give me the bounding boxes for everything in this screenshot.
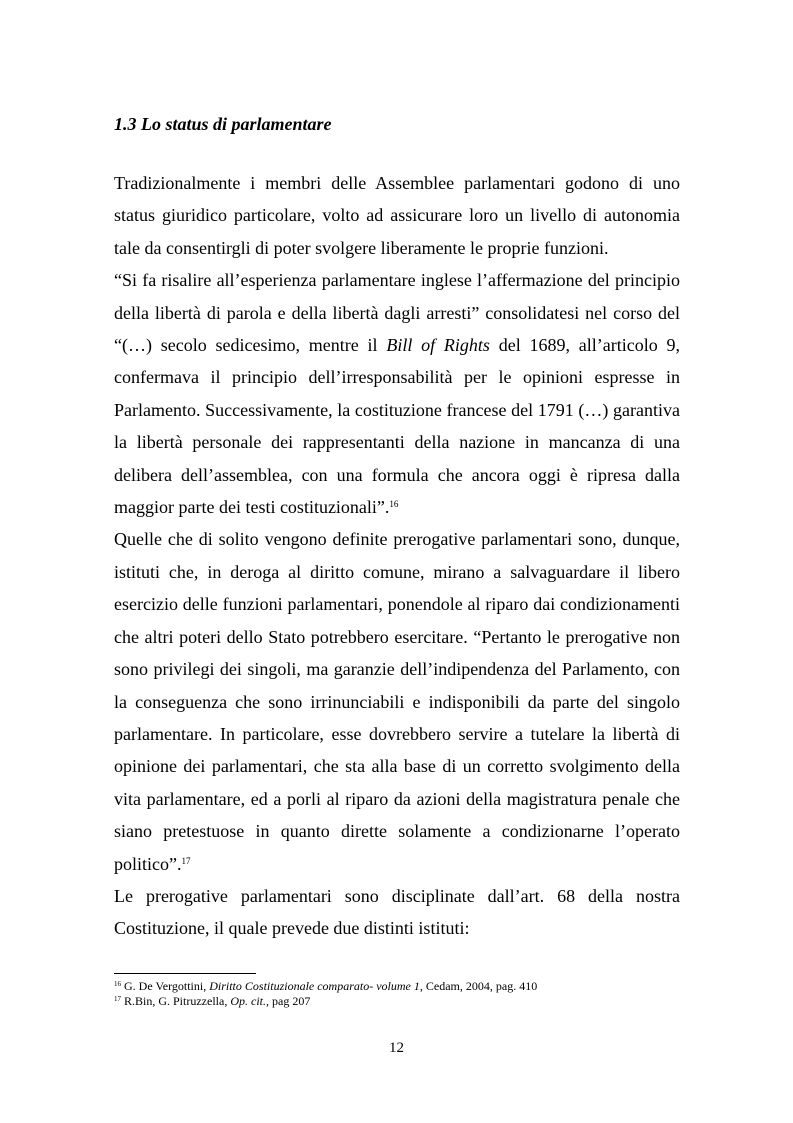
footnote-16-title: Diritto Costituzionale comparato- volume 1	[209, 979, 420, 993]
footnote-ref-17[interactable]: 17	[181, 855, 191, 866]
page-number: 12	[389, 1040, 404, 1056]
section-heading: 1.3 Lo status di parlamentare	[114, 114, 332, 134]
footnote-16-details: , Cedam, 2004, pag. 410	[419, 979, 538, 993]
footnote-17-number: 17	[114, 995, 121, 1003]
paragraph-3	[114, 523, 680, 879]
footnote-17-details: , pag 207	[266, 994, 311, 1008]
bill-of-rights-title: Bill of Rights	[386, 335, 490, 356]
paragraph-3-text: Quelle che di solito vengono definite prerogative parlamentari sono, dunque, istituti che, in deroga al diritto comune, mirano a salvaguardare il libero esercizio delle funzioni parlamentari, ponendole al riparo dai condizionamenti che altri poteri dello Stato potrebbero esercitare. “Pertanto le prerogative non sono privilegi dei singoli, ma garanzie dell’indipendenza del Parlamento, con la conseguenza che sono irrinunciabili e indisponibili da parte del singolo parlamentare. In particolare, esse dovrebbero servire a tutelare la libertà di opinione dei parlamentari, che sta alla base di un corretto svolgimento della vita parlamentare, ed a porli al riparo da azioni della magistratura penale che siano pretestuose in quanto dirette solamente a condizionarne l’operato politico”.	[114, 529, 680, 874]
footnote-ref-16[interactable]: 16	[389, 499, 399, 510]
footnote-separator	[114, 973, 256, 974]
paragraph-2-part-b: del 1689, all’articolo 9, confermava il principio dell’irresponsabilità per le opinioni espresse in Parlamento. Successivamente, la costituzione francese del 1791 (…) garantiva la libertà personale dei rappresentanti della nazione in mancanza di una delibera dell’assemblea, con una formula che ancora oggi è ripresa dalla maggior parte dei testi costituzionali”.	[114, 335, 681, 518]
footnote-16-number: 16	[114, 980, 121, 988]
footnote-17-author: R.Bin, G. Pitruzzella,	[121, 994, 231, 1008]
footnote-16-author: G. De Vergottini,	[121, 979, 210, 993]
paragraph-1: Tradizionalmente i membri delle Assemblee parlamentari godono di uno status giuridico particolare, volto ad assicurare loro un livello di autonomia tale da consentirgli di poter svolgere liberamente le proprie funzioni.	[114, 173, 680, 258]
paragraph-4: Le prerogative parlamentari sono disciplinate dall’art. 68 della nostra Costituzione, il quale prevede due distinti istituti:	[114, 885, 680, 939]
body-text	[114, 167, 680, 945]
footnote-16	[114, 979, 680, 994]
paragraph-2-part-a: “Si fa risalire all’esperienza parlamentare inglese l’affermazione del principio della libertà di parola e della libertà dagli arresti” consolidatesi nel corso del “(…) secolo sedicesimo, mentre il	[114, 270, 680, 356]
footnotes	[114, 979, 680, 1009]
footnote-17	[114, 994, 680, 1009]
footnote-17-title: Op. cit.	[230, 994, 266, 1008]
paragraph-2	[114, 264, 680, 523]
